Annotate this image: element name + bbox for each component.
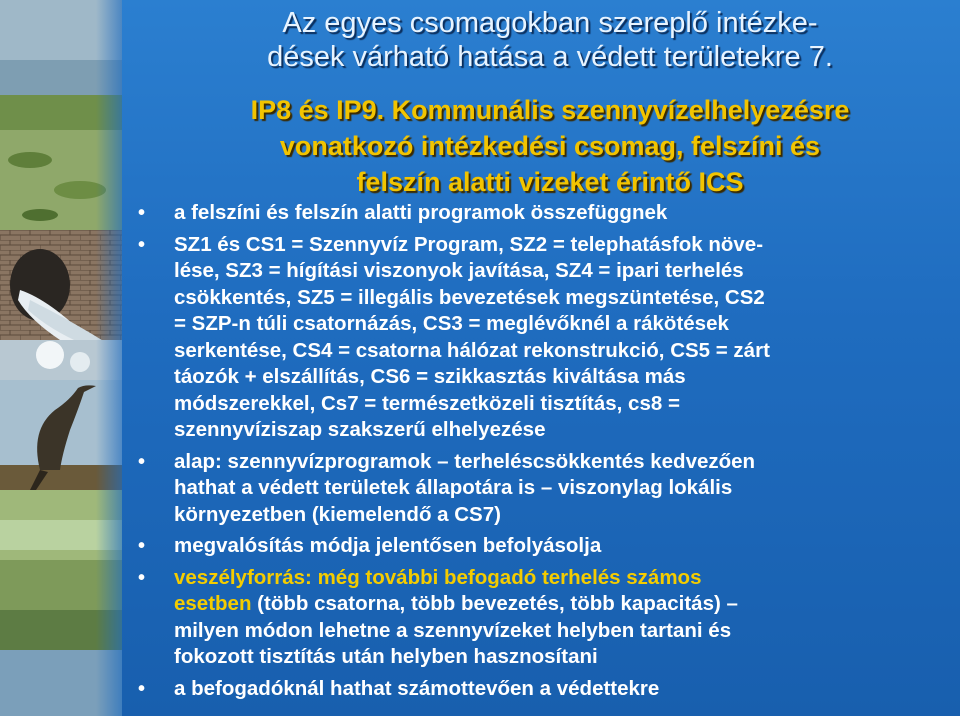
bullet-text-cont: módszerekkel, Cs7 = természetközeli tisztítás, cs8 = [174, 391, 680, 415]
bullet-text-cont: csökkentés, SZ5 = illegális bevezetések megszüntetése, CS2 [174, 285, 765, 309]
bullet-list [134, 200, 944, 707]
bullet-text-mixed [174, 591, 944, 618]
bullet-dot: • [138, 535, 146, 557]
subtitle-line-2: vonatkozó intézkedési csomag, felszíni és [279, 131, 821, 161]
photo-strip [0, 0, 122, 716]
bullet-dot: • [138, 233, 146, 256]
subtitle-line-3: felszín alatti vizeket érintő ICS [356, 167, 744, 197]
bullet-item [134, 533, 944, 560]
title-line-2: dések várható hatása a védett területekre 7. [267, 41, 833, 73]
bullet-text-highlight: veszélyforrás: még további befogadó terhelés számos [174, 565, 702, 589]
bullet-text-cont: környezetben (kiemelendő a CS7) [174, 502, 501, 526]
bullet-text-cont: lése, SZ3 = hígítási viszonyok javítása, SZ4 = ipari terhelés [174, 259, 744, 282]
bullet-text-cont: szennyvíziszap szakszerű elhelyezése [174, 418, 546, 441]
bullet-item [134, 676, 944, 703]
slide-subtitle [150, 92, 950, 200]
bullet-dot: • [138, 677, 146, 700]
title-line-1: Az egyes csomagokban szereplő intézke- [282, 7, 818, 39]
bullet-text-cont: fokozott tisztítás után helyben hasznosítani [174, 645, 598, 668]
bullet-text: a befogadóknál hathat számottevően a védettekre [174, 676, 660, 700]
subtitle-line-1: IP8 és IP9. Kommunális szennyvízelhelyezésre [250, 95, 850, 125]
slide-title [160, 6, 940, 74]
bullet-dot: • [138, 450, 146, 473]
bullet-text: SZ1 és CS1 = Szennyvíz Program, SZ2 = telephatásfok növe- [174, 232, 764, 256]
bullet-text-cont: hathat a védett területek állapotára is – viszonylag lokális [174, 476, 733, 499]
bullet-item [134, 200, 944, 227]
bullet-item [134, 449, 944, 529]
bullet-dot: • [138, 566, 146, 589]
bullet-text-cont: serkentése, CS4 = csatorna hálózat rekonstrukció, CS5 = zárt [174, 338, 770, 362]
bullet-dot: • [138, 202, 146, 224]
bullet-text-cont: = SZP-n túli csatornázás, CS3 = meglévőknél a rákötések [174, 312, 729, 335]
bullet-text: a felszíni és felszín alatti programok összefüggnek [174, 201, 668, 224]
bullet-item [134, 565, 944, 671]
photo-strip-fade [96, 0, 122, 716]
bullet-text: megvalósítás módja jelentősen befolyásolja [174, 534, 602, 557]
bullet-text: alap: szennyvízprogramok – terheléscsökkentés kedvezően [174, 449, 756, 473]
bullet-item [134, 232, 944, 444]
highlight-text: esetben [174, 592, 252, 615]
bullet-text-cont: táozók + elszállítás, CS6 = szikkasztás kiváltása más [174, 365, 686, 388]
bullet-text-cont: milyen módon lehetne a szennyvízeket helyben tartani és [174, 618, 732, 642]
normal-text: (több csatorna, több bevezetés, több kapacitás) – [251, 592, 738, 615]
